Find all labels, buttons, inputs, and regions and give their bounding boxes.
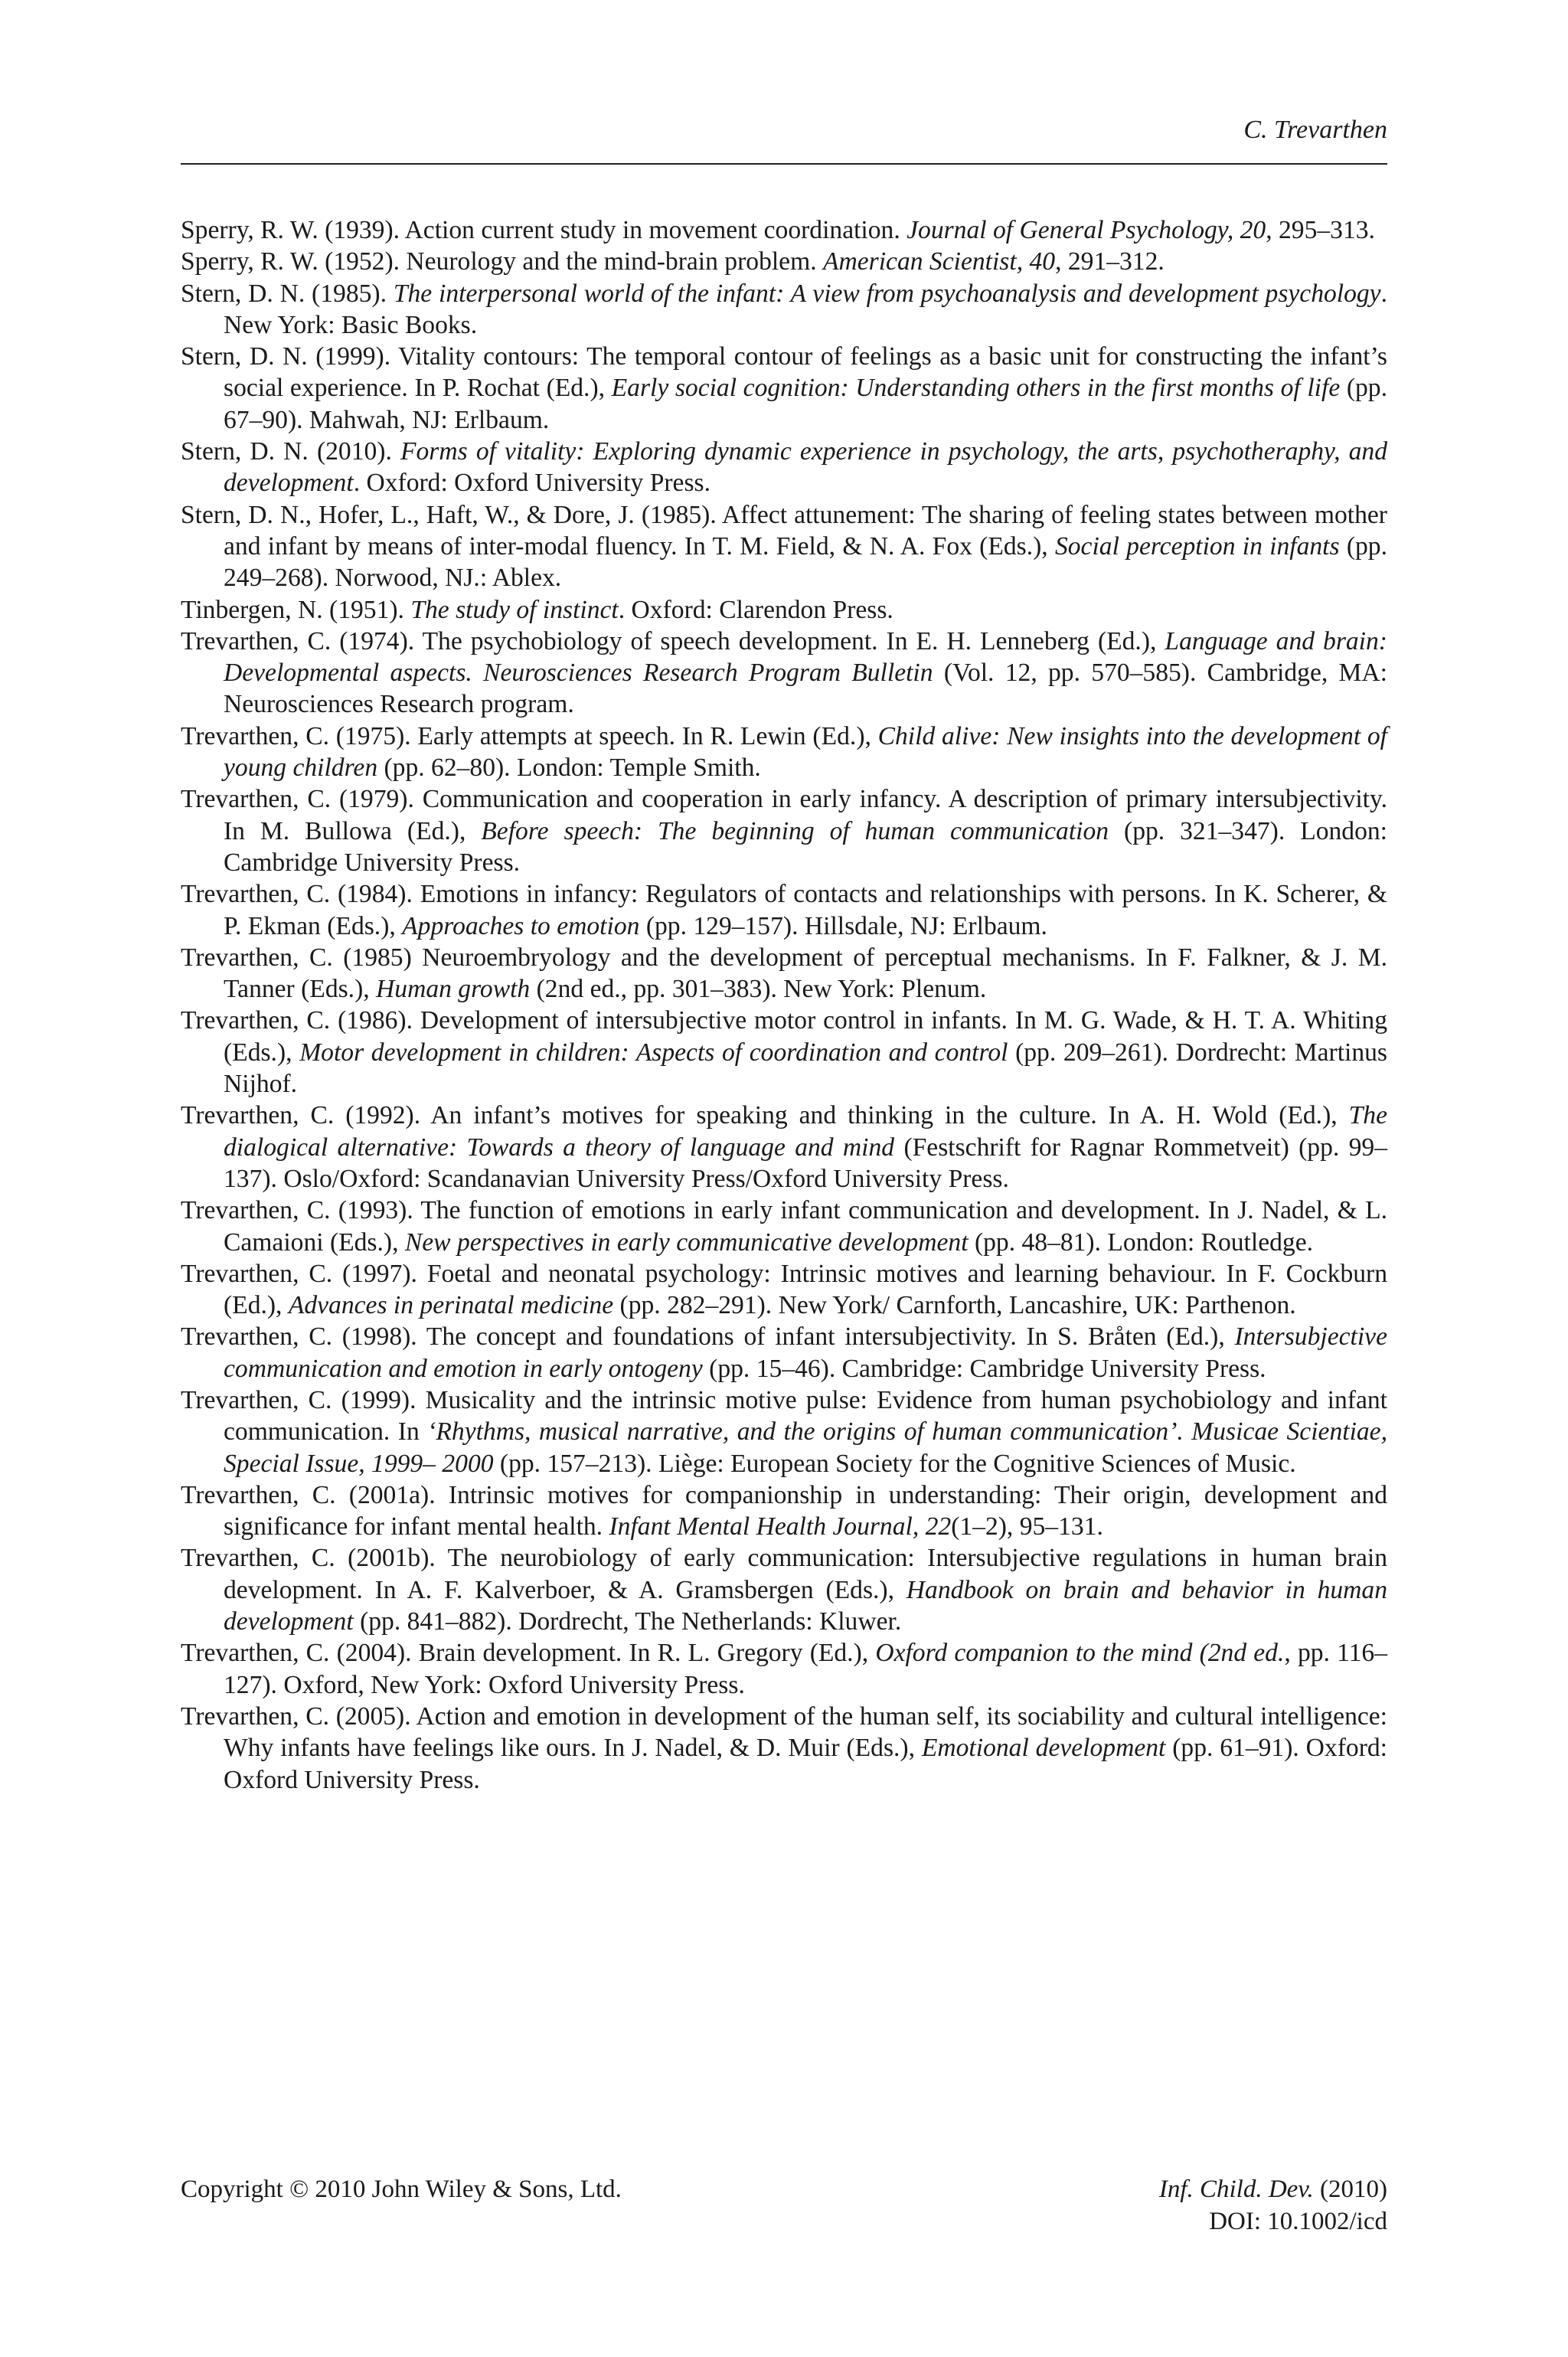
reference-text: Stern, D. N. (1999). Vitality contours: The temporal contour of feelings as a basic unit for constructing the infant’s social experience. In P. Rochat (Ed.), — [181, 342, 1387, 403]
reference-text: Trevarthen, C. (1998). The concept and foundations of infant intersubjectivity. In S. Bråten (Ed.), — [181, 1322, 1235, 1352]
reference-text: (pp. 282–291). New York/ Carnforth, Lancashire, UK: Parthenon. — [613, 1291, 1296, 1320]
reference-italic-text: Intersubjective communication and emotion in early ontogeny — [224, 1322, 1387, 1383]
reference-italic-text: Approaches to emotion — [402, 911, 640, 940]
reference-italic-text: Infant Mental Health Journal, 22 — [609, 1512, 952, 1541]
reference-text: (pp. 15–46). Cambridge: Cambridge University Press. — [702, 1354, 1266, 1383]
reference-italic-text: American Scientist, 40 — [823, 247, 1056, 276]
running-head: C. Trevarthen — [1243, 116, 1387, 144]
reference-entry — [181, 246, 1387, 277]
reference-text: Trevarthen, C. (1979). Communication and cooperation in early infancy. A description of primary intersubjectivity. In M. Bullowa (Ed.), — [181, 785, 1387, 845]
reference-text: Trevarthen, C. (1984). Emotions in infancy: Regulators of contacts and relationships with persons. In K. Scherer, & P. Ekman (Eds.), — [181, 880, 1387, 940]
reference-italic-text: Advances in perinatal medicine — [288, 1291, 614, 1320]
reference-text: Sperry, R. W. (1952). Neurology and the mind-brain problem. — [181, 247, 823, 276]
reference-italic-text: Handbook on brain and behavior in human development — [224, 1575, 1387, 1636]
reference-text: Trevarthen, C. (1993). The function of emotions in early infant communication and development. In J. Nadel, & L. Camaioni (Eds.), — [181, 1196, 1387, 1257]
reference-text: Trevarthen, C. (1975). Early attempts at speech. In R. Lewin (Ed.), — [181, 721, 878, 750]
reference-entry — [181, 1258, 1387, 1322]
reference-entry — [181, 499, 1387, 594]
reference-entry — [181, 341, 1387, 436]
reference-entry — [181, 1321, 1387, 1384]
reference-italic-text: ‘Rhythms, musical narrative, and the origins of human communication’. Musicae Scientiae, Special Issue, 1999– 2000 — [224, 1417, 1387, 1478]
reference-text: (2nd ed., pp. 301–383). New York: Plenum. — [530, 975, 987, 1004]
reference-text: Sperry, R. W. (1939). Action current study in movement coordination. — [181, 216, 907, 244]
reference-text: (pp. 48–81). London: Routledge. — [968, 1228, 1313, 1257]
reference-italic-text: The interpersonal world of the infant: A view from psychoanalysis and development psychology — [393, 279, 1381, 308]
reference-text: Trevarthen, C. (1997). Foetal and neonatal psychology: Intrinsic motives and learning behaviour. In F. Cockburn (Ed.), — [181, 1259, 1387, 1320]
reference-italic-text: Oxford companion to the mind (2nd ed. — [875, 1639, 1285, 1668]
reference-italic-text: Motor development in children: Aspects of coordination and control — [299, 1038, 1008, 1067]
reference-entry — [181, 1384, 1387, 1479]
reference-list — [181, 214, 1387, 1796]
reference-text: , 295–313. — [1266, 216, 1375, 244]
reference-text: Trevarthen, C. (1985) Neuroembryology and the development of perceptual mechanisms. In F. Falkner, & J. M. Tanner (Eds.), — [181, 943, 1387, 1004]
reference-text: , pp. 116–127). Oxford, New York: Oxford University Press. — [224, 1639, 1387, 1699]
reference-italic-text: New perspectives in early communicative development — [404, 1228, 969, 1257]
reference-text: Trevarthen, C. (2001b). The neurobiology of early communication: Intersubjective regulations in human brain development. In A. F. Kalverboer, & A. Gramsbergen (Eds.), — [181, 1544, 1387, 1604]
reference-entry — [181, 1005, 1387, 1100]
reference-entry — [181, 1195, 1387, 1258]
reference-text: . Oxford: Clarendon Press. — [618, 595, 893, 624]
reference-text: Trevarthen, C. (2005). Action and emotion in development of the human self, its sociability and cultural intelligence: Why infants have feelings like ours. In J. Nadel, & D. Muir (Eds.), — [181, 1702, 1387, 1763]
reference-text: (pp. 321–347). London: Cambridge University Press. — [224, 816, 1387, 877]
reference-entry — [181, 942, 1387, 1005]
reference-text: Stern, D. N., Hofer, L., Haft, W., & Dore, J. (1985). Affect attunement: The sharing of feeling states between mother and infant by means of inter-modal fluency. In T. M. Field, & N. A. Fox (Eds.), — [181, 500, 1387, 561]
journal-year: (2010) — [1313, 2176, 1387, 2203]
reference-italic-text: The study of instinct — [410, 595, 619, 624]
reference-text: (Festschrift for Ragnar Rommetveit) (pp. 99–137). Oslo/Oxford: Scandanavian University Press/Oxford University Press. — [224, 1133, 1387, 1193]
reference-text: Trevarthen, C. (1986). Development of intersubjective motor control in infants. In M. G. Wade, & H. T. A. Whiting (Eds.), — [181, 1006, 1387, 1067]
reference-text: (pp. 61–91). Oxford: Oxford University Press. — [224, 1734, 1387, 1794]
reference-entry — [181, 783, 1387, 878]
reference-italic-text: Early social cognition: Understanding others in the first months of life — [611, 374, 1341, 403]
reference-text: (pp. 209–261). Dordrecht: Martinus Nijhof. — [224, 1038, 1387, 1099]
reference-entry — [181, 1701, 1387, 1796]
reference-italic-text: Social perception in infants — [1054, 531, 1340, 561]
reference-italic-text: Language and brain: Developmental aspects. Neurosciences Research Program Bulletin — [224, 626, 1387, 688]
reference-italic-text: Before speech: The beginning of human communication — [481, 816, 1109, 845]
doi-line: DOI: 10.1002/icd — [1209, 2208, 1387, 2235]
reference-italic-text: Journal of General Psychology, 20 — [906, 216, 1266, 244]
reference-entry — [181, 594, 1387, 626]
reference-entry — [181, 721, 1387, 784]
reference-entry — [181, 1100, 1387, 1195]
reference-italic-text: Child alive: New insights into the development of young children — [224, 721, 1387, 783]
reference-text: . New York: Basic Books. — [224, 279, 1387, 339]
reference-text: Trevarthen, C. (1999). Musicality and the intrinsic motive pulse: Evidence from human psychobiology and infant communication. In — [181, 1385, 1387, 1447]
reference-text: Stern, D. N. (2010). — [181, 437, 400, 466]
reference-italic-text: Human growth — [376, 975, 531, 1004]
reference-italic-text: Forms of vitality: Exploring dynamic experience in psychology, the arts, psychotheraphy, and development — [224, 437, 1387, 498]
reference-italic-text: The dialogical alternative: Towards a theory of language and mind — [224, 1101, 1387, 1162]
reference-text: (pp. 67–90). Mahwah, NJ: Erlbaum. — [224, 374, 1387, 434]
reference-text: . Oxford: Oxford University Press. — [353, 469, 710, 498]
reference-text: (1–2), 95–131. — [951, 1512, 1103, 1541]
reference-entry — [181, 626, 1387, 721]
reference-text: Trevarthen, C. (2004). Brain development. In R. L. Gregory (Ed.), — [181, 1639, 876, 1668]
reference-entry — [181, 1479, 1387, 1543]
reference-text: Trevarthen, C. (1992). An infant’s motives for speaking and thinking in the culture. In A. H. Wold (Ed.), — [181, 1101, 1349, 1130]
reference-text: Stern, D. N. (1985). — [181, 279, 394, 308]
reference-italic-text: Emotional development — [921, 1734, 1166, 1763]
reference-text: Trevarthen, C. (2001a). Intrinsic motives for companionship in understanding: Their origin, development and significance for infant mental health. — [181, 1480, 1387, 1541]
reference-text: Tinbergen, N. (1951). — [181, 595, 411, 624]
reference-text: (pp. 62–80). London: Temple Smith. — [377, 754, 761, 783]
reference-text: (pp. 157–213). Liège: European Society for the Cognitive Sciences of Music. — [493, 1449, 1296, 1478]
journal-line — [928, 2173, 1387, 2205]
journal-citation — [928, 2173, 1387, 2238]
reference-text: (pp. 249–268). Norwood, NJ.: Ablex. — [224, 531, 1387, 593]
reference-text: Trevarthen, C. (1974). The psychobiology of speech development. In E. H. Lenneberg (Ed.), — [181, 626, 1165, 655]
reference-entry — [181, 436, 1387, 499]
reference-entry — [181, 214, 1387, 246]
reference-text: (pp. 841–882). Dordrecht, The Netherlands: Kluwer. — [353, 1607, 902, 1636]
reference-text: , 291–312. — [1055, 247, 1165, 276]
header-rule — [181, 163, 1387, 165]
reference-text: (Vol. 12, pp. 570–585). Cambridge, MA: Neurosciences Research program. — [224, 659, 1387, 719]
reference-text: (pp. 129–157). Hillsdale, NJ: Erlbaum. — [639, 911, 1047, 940]
reference-entry — [181, 1637, 1387, 1701]
journal-name: Inf. Child. Dev. — [1158, 2176, 1314, 2203]
copyright-notice: Copyright © 2010 John Wiley & Sons, Ltd. — [181, 2176, 622, 2203]
reference-entry — [181, 1542, 1387, 1637]
reference-entry — [181, 878, 1387, 942]
reference-entry — [181, 278, 1387, 342]
